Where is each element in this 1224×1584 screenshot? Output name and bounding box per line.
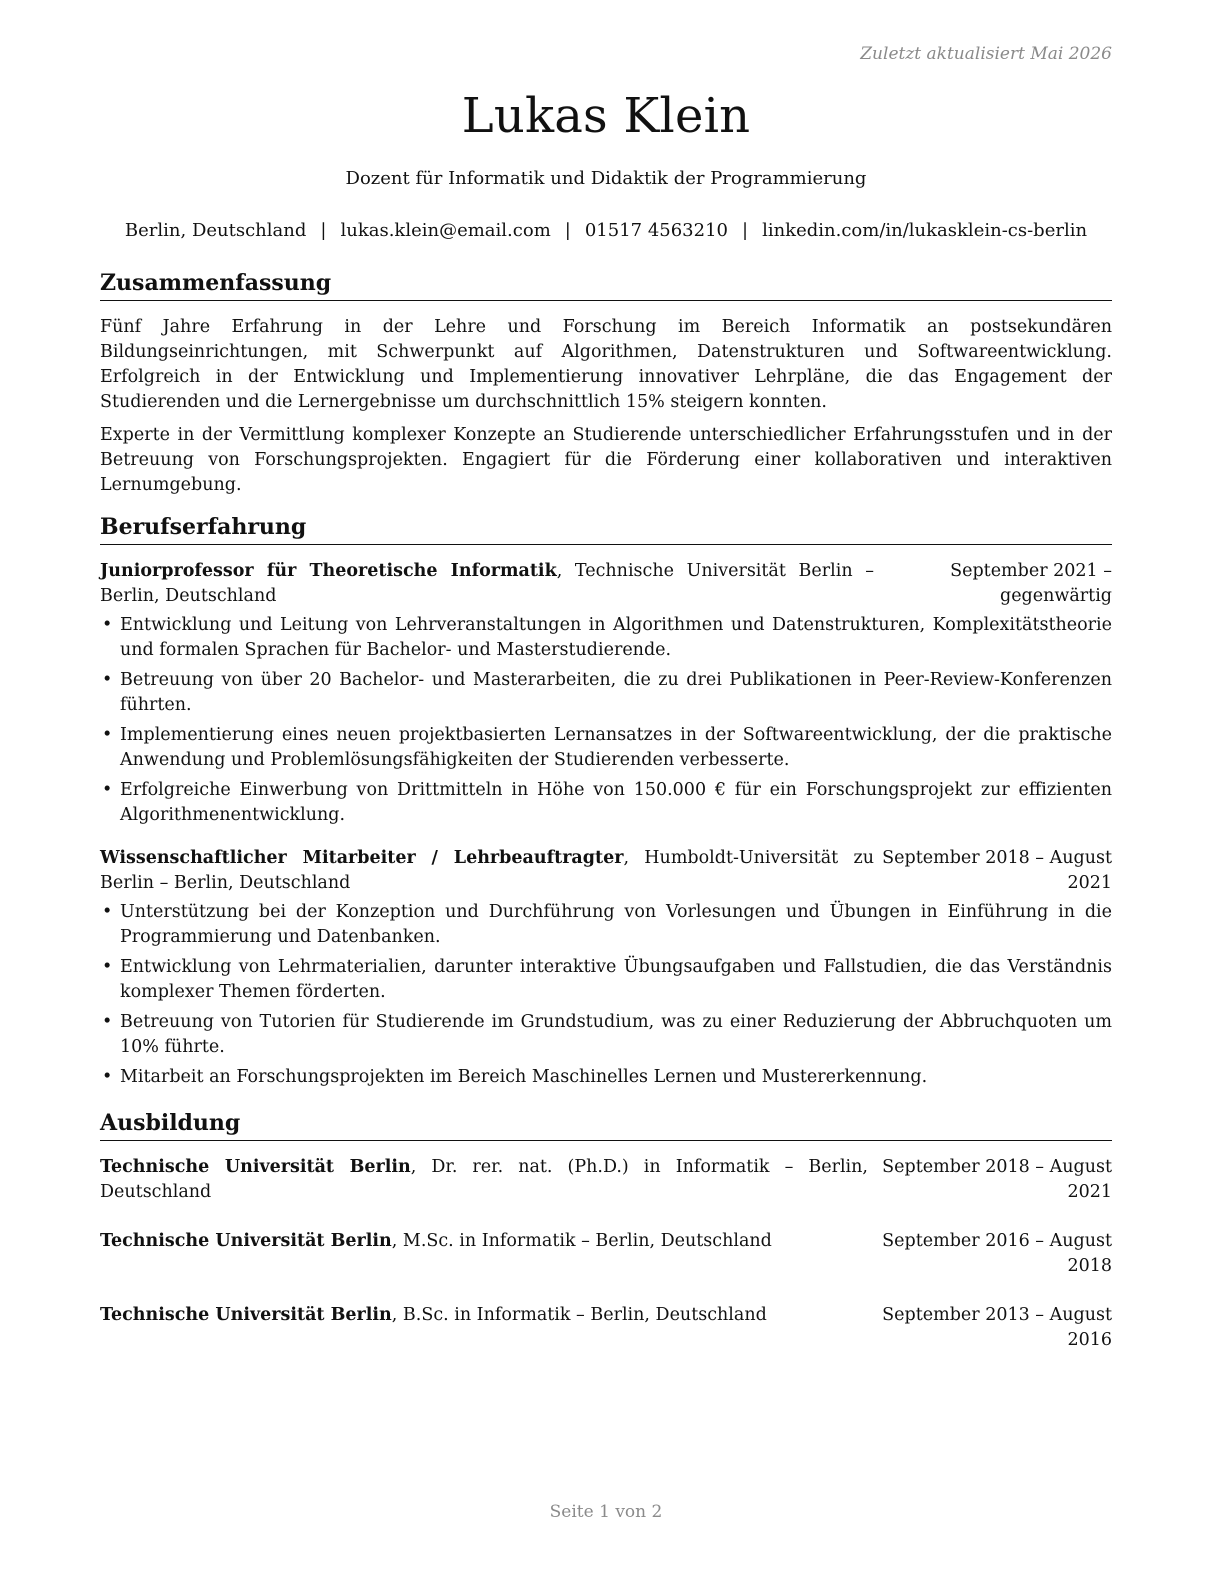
bullet-icon: •	[102, 1067, 113, 1087]
summary-section	[100, 268, 1112, 498]
candidate-tagline: Dozent für Informatik und Didaktik der Programmierung	[345, 168, 867, 189]
resume-content	[100, 268, 1112, 1377]
contact-separator: |	[320, 220, 327, 241]
job-entry	[100, 559, 1112, 828]
education-entry	[100, 1303, 1112, 1353]
list-item	[100, 778, 1112, 828]
job-role: Juniorprofessor für Theoretische Informatik	[100, 561, 557, 581]
contact-email-link[interactable]: lukas.klein@email.com	[340, 220, 551, 241]
list-item	[100, 900, 1112, 950]
contact-line	[100, 220, 1112, 241]
education-dates: September 2016 – August 2018	[882, 1231, 1112, 1276]
job-entry	[100, 846, 1112, 1090]
education-entry	[100, 1155, 1112, 1205]
summary-paragraph: Experte in der Vermittlung komplexer Konzepte an Studierende unterschiedlicher Erfahrungsstufen und in der Betreuung von Forschungsprojekten. Engagiert für die Förderung einer kollaborativen und interaktiven Lernumgebung.	[100, 425, 1112, 495]
last-updated: Zuletzt aktualisiert Mai 2026	[860, 44, 1112, 64]
education-dates: September 2018 – August 2021	[882, 1157, 1112, 1202]
section-title-summary: Zusammenfassung	[100, 268, 1112, 301]
section-title-experience: Berufserfahrung	[100, 512, 1112, 545]
contact-linkedin-link[interactable]: linkedin.com/in/lukasklein-cs-berlin	[762, 220, 1088, 241]
education-dates: September 2013 – August 2016	[882, 1305, 1112, 1350]
bullet-icon: •	[102, 670, 113, 690]
contact-phone: 01517 4563210	[584, 220, 728, 241]
candidate-name: Lukas Klein	[461, 88, 751, 144]
job-role: Wissenschaftlicher Mitarbeiter / Lehrbeauftragter	[100, 848, 624, 868]
job-title-line	[100, 559, 878, 609]
list-item	[100, 723, 1112, 773]
education-school: Technische Universität Berlin	[100, 1305, 392, 1325]
resume-page	[100, 0, 1112, 1584]
bullet-icon: •	[102, 1012, 113, 1032]
bullet-text: Entwicklung und Leitung von Lehrveranstaltungen in Algorithmen und Datenstrukturen, Komplexitätstheorie und formalen Sprachen für Bachelor- und Masterstudierende.	[120, 615, 1112, 660]
job-place: , Technische Universität Berlin – Berlin, Deutschland	[100, 561, 874, 606]
list-item	[100, 668, 1112, 718]
bullet-text: Mitarbeit an Forschungsprojekten im Bereich Maschinelles Lernen und Mustererkennung.	[120, 1067, 928, 1087]
education-school: Technische Universität Berlin	[100, 1231, 392, 1251]
bullet-text: Entwicklung von Lehrmaterialien, darunter interaktive Übungsaufgaben und Fallstudien, die das Verständnis komplexer Themen förderten.	[120, 957, 1112, 1002]
job-dates: September 2018 – August 2021	[882, 848, 1112, 893]
education-section	[100, 1108, 1112, 1353]
job-header	[100, 846, 1112, 896]
experience-section	[100, 512, 1112, 1090]
summary-paragraph: Fünf Jahre Erfahrung in der Lehre und Forschung im Bereich Informatik an postsekundären Bildungseinrichtungen, mit Schwerpunkt auf Algorithmen, Datenstrukturen und Softwareentwicklung. Erfolgreich in der Entwicklung und Implementierung innovativer Lehrpläne, die das Engagement der Studierenden und die Lernergebnisse um durchschnittlich 15% steigern konnten.	[100, 317, 1112, 412]
list-item	[100, 955, 1112, 1005]
education-degree: , M.Sc. in Informatik – Berlin, Deutschland	[391, 1231, 772, 1251]
bullet-icon: •	[102, 725, 113, 745]
section-title-education: Ausbildung	[100, 1108, 1112, 1141]
education-degree: , Dr. rer. nat. (Ph.D.) in Informatik – Berlin, Deutschland	[100, 1157, 868, 1202]
list-item	[100, 1010, 1112, 1060]
education-school: Technische Universität Berlin	[100, 1157, 411, 1177]
bullet-text: Betreuung von Tutorien für Studierende im Grundstudium, was zu einer Reduzierung der Abbruchquoten um 10% führte.	[120, 1012, 1112, 1057]
bullet-text: Unterstützung bei der Konzeption und Durchführung von Vorlesungen und Übungen in Einführung in die Programmierung und Datenbanken.	[120, 902, 1112, 947]
contact-separator: |	[742, 220, 749, 241]
job-dates: September 2021 – gegenwärtig	[950, 561, 1112, 606]
education-entry	[100, 1229, 1112, 1279]
job-bullets	[100, 900, 1112, 1090]
page-number: Seite 1 von 2	[549, 1502, 663, 1522]
contact-separator: |	[564, 220, 571, 241]
bullet-icon: •	[102, 780, 113, 800]
bullet-text: Implementierung eines neuen projektbasierten Lernansatzes in der Softwareentwicklung, der die praktische Anwendung und Problemlösungsfähigkeiten der Studierenden verbesserte.	[120, 725, 1112, 770]
bullet-icon: •	[102, 957, 113, 977]
bullet-text: Betreuung von über 20 Bachelor- und Masterarbeiten, die zu drei Publikationen in Peer-Review-Konferenzen führten.	[120, 670, 1112, 715]
education-degree: , B.Sc. in Informatik – Berlin, Deutschland	[391, 1305, 767, 1325]
education-title-line	[100, 1229, 872, 1254]
job-place: , Humboldt-Universität zu Berlin – Berlin, Deutschland	[100, 848, 875, 893]
job-title-line	[100, 846, 878, 896]
education-title-line	[100, 1303, 872, 1328]
education-title-line	[100, 1155, 872, 1205]
list-item	[100, 1065, 1112, 1090]
bullet-text: Erfolgreiche Einwerbung von Drittmitteln in Höhe von 150.000 € für ein Forschungsprojekt zur effizienten Algorithmenentwicklung.	[120, 780, 1112, 825]
job-bullets	[100, 613, 1112, 828]
job-header	[100, 559, 1112, 609]
list-item	[100, 613, 1112, 663]
bullet-icon: •	[102, 902, 113, 922]
bullet-icon: •	[102, 615, 113, 635]
contact-location: Berlin, Deutschland	[124, 220, 307, 241]
